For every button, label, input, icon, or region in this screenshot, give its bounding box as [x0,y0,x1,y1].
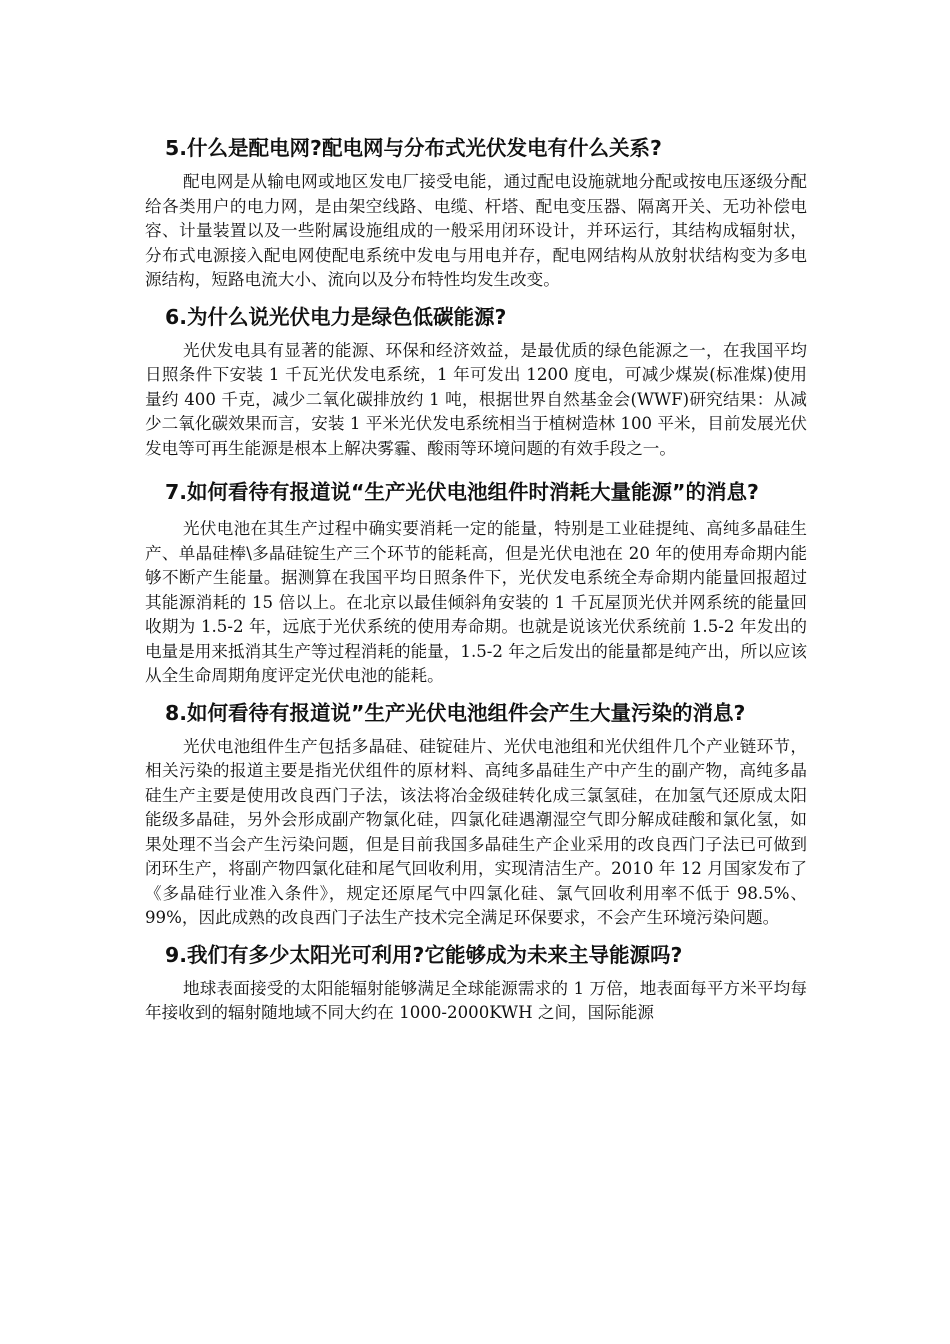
section-heading-5: 5.什么是配电网?配电网与分布式光伏发电有什么关系? [165,136,662,160]
section-heading-8: 8.如何看待有报道说”生产光伏电池组件会产生大量污染的消息? [165,700,746,725]
section-heading-9: 9.我们有多少太阳光可利用?它能够成为未来主导能源吗? [165,942,683,967]
section-body-8: 光伏电池组件生产包括多晶硅、硅锭硅片、光伏电池组和光伏组件几个产业链环节，相关污染的报道主要是指光伏组件的原材料、高纯多晶硅生产中产生的副产物，高纯多晶硅生产主要是使用改良西门子法，该法将冶金级硅转化成三氯氢硅，在加氢气还原成太阳能级多晶硅，另外会形成副产物氯化硅，四氯化硅遇潮湿空气即分解成硅酸和氯化氢，如果处理不当会产生污染问题，但是目前我国多晶硅生产企业采用的改良西门子法已可做到闭环生产，将副产物四氯化硅和尾气回收利用，实现清洁生产。2010 年 12 月国家发布了《多晶硅行业准入条件》，规定还原尾气中四氯化硅、氯气回收利用率不低于 98.5%、99%，因此成熟的改良西门子法生产技术完全满足环保要求，不会产生环境污染问题。 [145,736,807,927]
section-heading-6: 6.为什么说光伏电力是绿色低碳能源? [165,304,507,329]
section-body-6: 光伏发电具有显著的能源、环保和经济效益，是最优质的绿色能源之一，在我国平均日照条件下安装 1 千瓦光伏发电系统，1 年可发出 1200 度电，可减少煤炭(标准煤)使用量约 400 千克，减少二氧化碳排放约 1 吨，根据世界自然基金会(WWF)研究结果：从减少二氧化碳效果而言，安装 1 平米光伏发电系统相当于植树造林 100 平米，目前发展光伏发电等可再生能源是根本上解决雾霾、酸雨等环境问题的有效手段之一。 [145,340,807,458]
document-content [145,132,807,1034]
section-body-7: 光伏电池在其生产过程中确实要消耗一定的能量，特别是工业硅提纯、高纯多晶硅生产、单晶硅棒\多晶硅锭生产三个环节的能耗高，但是光伏电池在 20 年的使用寿命期内能够不断产生能量。据测算在我国平均日照条件下，光伏发电系统全寿命期内能量回报超过其能源消耗的 15 倍以上。在北京以最佳倾斜角安装的 1 千瓦屋顶光伏并网系统的能量回收期为 1.5-2 年，远底于光伏系统的使用寿命期。也就是说该光伏系统前 1.5-2 年发出的电量是用来抵消其生产等过程消耗的能量，1.5-2 年之后发出的能量都是纯产出，所以应该从全生命周期角度评定光伏电池的能耗。 [145,519,807,685]
section-body-9: 地球表面接受的太阳能辐射能够满足全球能源需求的 1 万倍，地表面每平方米平均每年接收到的辐射随地域不同大约在 1000-2000KWH 之间，国际能源 [145,978,807,1022]
section-body-5: 配电网是从输电网或地区发电厂接受电能，通过配电设施就地分配或按电压逐级分配给各类用户的电力网，是由架空线路、电缆、杆塔、配电变压器、隔离开关、无功补偿电容、计量装置以及一些附属设施组成的一般采用闭环设计，并环运行，其结构成辐射状，分布式电源接入配电网使配电系统中发电与用电并存，配电网结构从放射状结构变为多电源结构，短路电流大小、流向以及分布特性均发生改变。 [145,172,807,289]
section-heading-7: 7.如何看待有报道说“生产光伏电池组件时消耗大量能源”的消息? [165,480,759,504]
